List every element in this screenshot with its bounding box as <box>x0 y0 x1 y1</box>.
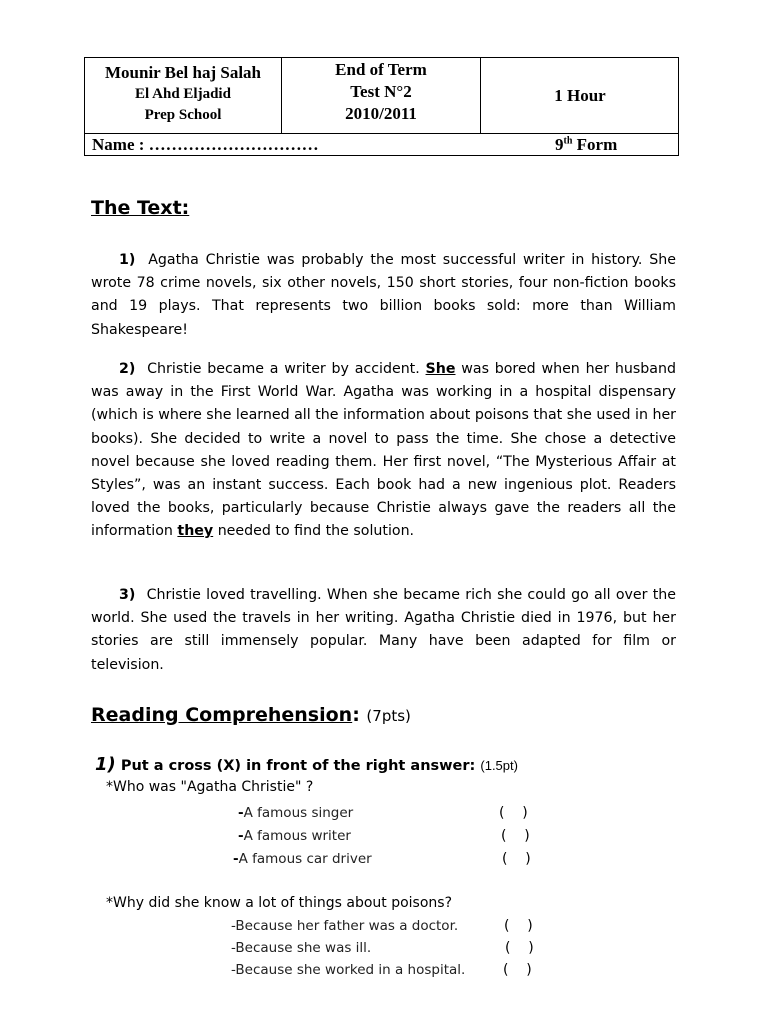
option-famous-car-driver: -A famous car driver <box>233 851 372 867</box>
option-worked-hospital: -Because she worked in a hospital. <box>231 962 466 978</box>
answer-box[interactable]: ( ) <box>503 962 532 978</box>
section-points: (7pts) <box>366 707 411 725</box>
exam-duration: 1 Hour <box>554 85 606 105</box>
school-info-cell <box>85 58 282 133</box>
question-points: (1.5pt) <box>480 758 518 773</box>
question-1-instruction: 1) Put a cross (X) in front of the right answer: (1.5pt) <box>95 754 518 775</box>
school-name: El Ahd Eljadid <box>135 86 231 102</box>
school-type: Prep School <box>144 107 222 123</box>
exam-header-table <box>84 57 679 156</box>
student-info-row <box>85 133 678 156</box>
paragraph-1: 1) Agatha Christie was probably the most successful writer in history. She wrote 78 crime novels, six other novels, 150 short stories, four non-fiction books and 19 plays. That represents two billion books sold: more than William Shakespeare! <box>91 252 676 338</box>
highlighted-word-they: they <box>177 523 214 540</box>
school-year: 2010/2011 <box>345 104 417 123</box>
exam-number: Test N°2 <box>350 82 412 101</box>
text-section-title: The Text: <box>91 197 190 219</box>
paragraph-number: 1) <box>119 252 136 268</box>
option-father-doctor: -Because her father was a doctor. <box>231 918 459 934</box>
question-who-was: *Who was "Agatha Christie" ? <box>106 779 314 795</box>
paragraph-2: 2) Christie became a writer by accident. She was bored when her husband was away in the First World War. Agatha was working in a hospital dispensary (which is where she learned all the information about poisons that she used in her books). She decided to write a novel to pass the time. She chose a detective novel because she loved reading them. Her first novel, “The Mysterious Affair at Styles”, was an instant success. Each book had a new ingenious plot. Readers loved the books, particularly because Christie always gave the readers all the information they needed to find the solution. <box>91 361 676 540</box>
paragraph-number: 2) <box>119 361 136 377</box>
option-famous-singer: -A famous singer <box>238 805 354 821</box>
exam-info-cell <box>282 58 481 133</box>
answer-box[interactable]: ( ) <box>499 805 528 821</box>
student-name-field[interactable]: Name : ………………………… <box>92 135 319 154</box>
question-poisons: *Why did she know a lot of things about poisons? <box>106 895 453 911</box>
teacher-name: Mounir Bel haj Salah <box>104 63 262 82</box>
highlighted-word-she: She <box>425 361 456 377</box>
option-famous-writer: -A famous writer <box>238 828 351 844</box>
answer-box[interactable]: ( ) <box>501 828 530 844</box>
reading-comprehension-title: Reading Comprehension: (7pts) <box>91 704 411 726</box>
answer-box[interactable]: ( ) <box>505 940 534 956</box>
option-she-was-ill: -Because she was ill. <box>231 940 372 956</box>
paragraph-3: 3) Christie loved travelling. When she became rich she could go all over the world. She used the travels in her writing. Agatha Christie died in 1976, but her stories are still immensely popular. Many have been adapted for film or television. <box>91 587 676 673</box>
exam-title: End of Term <box>335 60 427 79</box>
answer-box[interactable]: ( ) <box>502 851 531 867</box>
form-level: 9th Form <box>555 135 618 154</box>
answer-box[interactable]: ( ) <box>504 918 533 934</box>
paragraph-number: 3) <box>119 587 136 603</box>
